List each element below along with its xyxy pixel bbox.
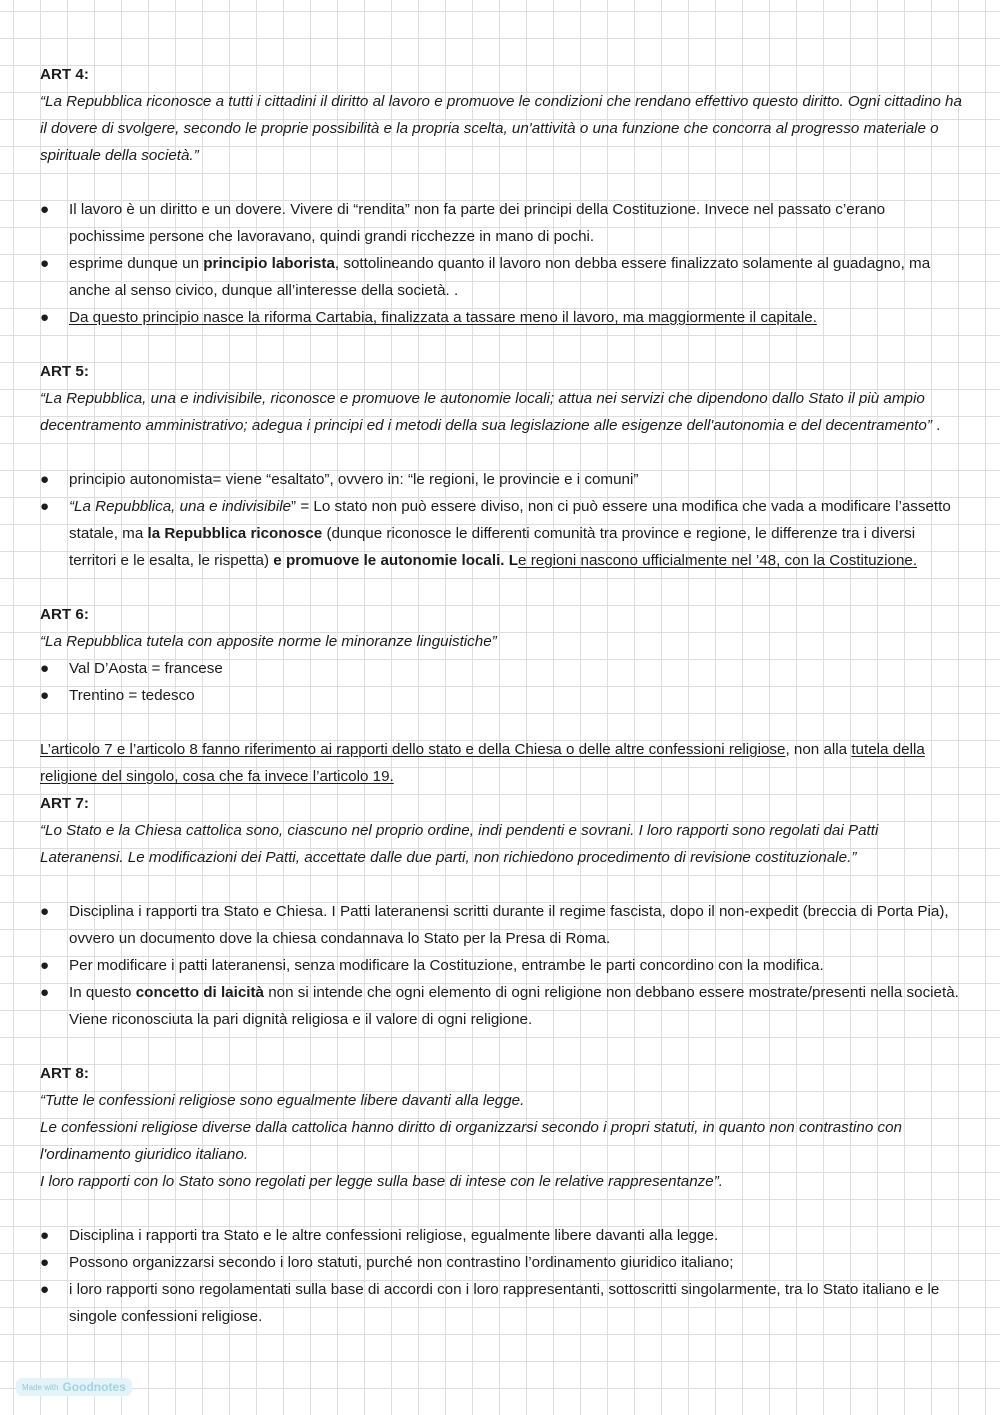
art7-bullet-2: Per modificare i patti lateranensi, senza modificare la Costituzione, entrambe le parti concordino con la modifica. <box>69 957 824 974</box>
art4-title: ART 4: <box>40 66 89 83</box>
art8-bullet-1: Disciplina i rapporti tra Stato e le altre confessioni religiose, egualmente libere davanti alla legge. <box>69 1227 719 1244</box>
list-item <box>40 250 965 304</box>
bullet-dot: ● <box>40 1281 50 1298</box>
art6-quote: “La Repubblica tutela con apposite norme le minoranze linguistiche” <box>40 633 497 650</box>
bullet-dot: ● <box>40 309 50 326</box>
note-underlined-2: tutela della religione del singolo, cosa che fa invece l’articolo 19. <box>40 741 925 785</box>
bullet-dot: ● <box>40 984 50 1001</box>
list-item <box>40 952 965 979</box>
art5-bullet-2-bold2: e promuove le autonomie locali. L <box>273 552 519 569</box>
art8-quote-1: “Tutte le confessioni religiose sono egualmente libere davanti alla legge. <box>40 1092 525 1109</box>
art4-bullet-2-post: , sottolineando quanto il lavoro non debba essere finalizzato solamente al guadagno, ma anche al senso civico, dunque all’interesse della società. . <box>69 255 931 299</box>
art8-quote-3: I loro rapporti con lo Stato sono regolati per legge sulla base di intese con le relative rappresentanze”. <box>40 1173 723 1190</box>
art5-quote-tail: . <box>931 417 941 434</box>
art5-bullet-2-b: (dunque riconosce le differenti comunità tra province e regione, le differenze tra i diversi territori e le esalta, le rispetta) <box>69 525 916 569</box>
list-item <box>40 196 965 250</box>
bullet-dot: ● <box>40 687 50 704</box>
bullet-dot: ● <box>40 1227 50 1244</box>
badge-prefix: Made with <box>22 1382 59 1392</box>
bullet-dot: ● <box>40 255 50 272</box>
art8-bullet-2: Possono organizzarsi secondo i loro statuti, purché non contrastino l’ordinamento giuridico italiano; <box>69 1254 734 1271</box>
art5-bullets <box>40 466 965 574</box>
art5-quote: “La Repubblica, una e indivisibile, riconosce e promuove le autonomie locali; attua nei servizi che dipendono dallo Stato il più ampio decentramento amministrativo; adegua i principi ed i metodi della sua legislazione alle esigenze dell'autonomia e del decentramento” <box>40 390 932 434</box>
art5-bullet-2-under: e regioni nascono ufficialmente nel ’48, con la Costituzione. <box>518 552 918 569</box>
list-item <box>40 304 965 331</box>
list-item <box>40 655 965 682</box>
bullet-dot: ● <box>40 660 50 677</box>
list-item <box>40 682 965 709</box>
art7-title: ART 7: <box>40 795 89 812</box>
art5-quote-block <box>40 385 965 439</box>
art5-bullet-2-italic: “La Repubblica, una e indivisibile <box>69 498 292 515</box>
bullet-dot: ● <box>40 1254 50 1271</box>
articles-7-8-note <box>40 736 965 790</box>
art4-bullet-3: Da questo principio nasce la riforma Cartabia, finalizzata a tassare meno il lavoro, ma maggiormente il capitale. <box>69 309 817 326</box>
art4-bullets <box>40 196 965 331</box>
list-item <box>40 493 965 574</box>
bullet-dot: ● <box>40 903 50 920</box>
note-underlined-1: L’articolo 7 e l’articolo 8 fanno riferimento ai rapporti dello stato e della Chiesa o delle altre confessioni religiose <box>40 741 786 758</box>
art4-quote: “La Repubblica riconosce a tutti i cittadini il diritto al lavoro e promuove le condizioni che rendano effettivo questo diritto. Ogni cittadino ha il dovere di svolgere, secondo le proprie possibilità e la propria scelta, un'attività o una funzione che concorra al progresso materiale o spirituale della società.” <box>40 93 962 164</box>
note-middle: , non alla <box>785 741 852 758</box>
notes-page <box>40 61 965 1330</box>
list-item <box>40 979 965 1033</box>
bullet-dot: ● <box>40 498 50 515</box>
art6-title: ART 6: <box>40 606 89 623</box>
list-item <box>40 898 965 952</box>
art4-bullet-1: Il lavoro è un diritto e un dovere. Vivere di “rendita” non fa parte dei principi della Costituzione. Invece nel passato c’erano pochissime persone che lavoravano, quindi grandi ricchezze in mano di pochi. <box>69 201 886 245</box>
list-item <box>40 1222 965 1249</box>
art5-bullet-2-bold1: la Repubblica riconosce <box>147 525 323 542</box>
bullet-dot: ● <box>40 471 50 488</box>
list-item <box>40 466 965 493</box>
art6-bullets <box>40 655 965 709</box>
art5-title: ART 5: <box>40 363 89 380</box>
art7-bullets <box>40 898 965 1033</box>
art8-quote-2: Le confessioni religiose diverse dalla cattolica hanno diritto di organizzarsi secondo i propri statuti, in quanto non contrastino con l'ordinamento giuridico italiano. <box>40 1119 902 1163</box>
art5-bullet-2-a: ” = Lo stato non può essere diviso, non ci può essere una modifica che vada a modificare l’assetto statale, ma <box>69 498 951 542</box>
badge-brand: Goodnotes <box>62 1380 126 1394</box>
art7-bullet-3-bold: concetto di laicità <box>135 984 264 1001</box>
art8-title: ART 8: <box>40 1065 89 1082</box>
art8-bullet-3: i loro rapporti sono regolamentati sulla base di accordi con i loro rappresentanti, sottoscritti singolarmente, tra lo Stato italiano e le singole confessioni religiose. <box>69 1281 940 1325</box>
art8-bullets <box>40 1222 965 1330</box>
bullet-dot: ● <box>40 201 50 218</box>
list-item <box>40 1249 965 1276</box>
list-item <box>40 1276 965 1330</box>
art7-quote: “Lo Stato e la Chiesa cattolica sono, ciascuno nel proprio ordine, indi pendenti e sovrani. I loro rapporti sono regolati dai Patti Lateranensi. Le modificazioni dei Patti, accettate dalle due parti, non richiedono procedimento di revisione costituzionale.” <box>40 822 879 866</box>
art4-bullet-2-bold: principio laborista <box>203 255 335 272</box>
art7-bullet-3-post: non si intende che ogni elemento di ogni religione non debbano essere mostrate/presenti nella società. Viene riconosciuta la pari dignità religiosa e il valore di ogni religione. <box>69 984 959 1028</box>
art5-bullet-1: principio autonomista= viene “esaltato”, ovvero in: “le regioni, le provincie e i comuni” <box>69 471 639 488</box>
art4-bullet-2-pre: esprime dunque un <box>69 255 204 272</box>
bullet-dot: ● <box>40 957 50 974</box>
art6-bullet-1: Val D’Aosta = francese <box>69 660 223 677</box>
made-with-goodnotes-badge[interactable] <box>16 1378 132 1396</box>
art7-bullet-1: Disciplina i rapporti tra Stato e Chiesa. I Patti lateranensi scritti durante il regime fascista, dopo il non-expedit (breccia di Porta Pia), ovvero un documento dove la chiesa condannava lo Stato per la Presa di Roma. <box>69 903 949 947</box>
art7-bullet-3-pre: In questo <box>69 984 136 1001</box>
art6-bullet-2: Trentino = tedesco <box>69 687 195 704</box>
